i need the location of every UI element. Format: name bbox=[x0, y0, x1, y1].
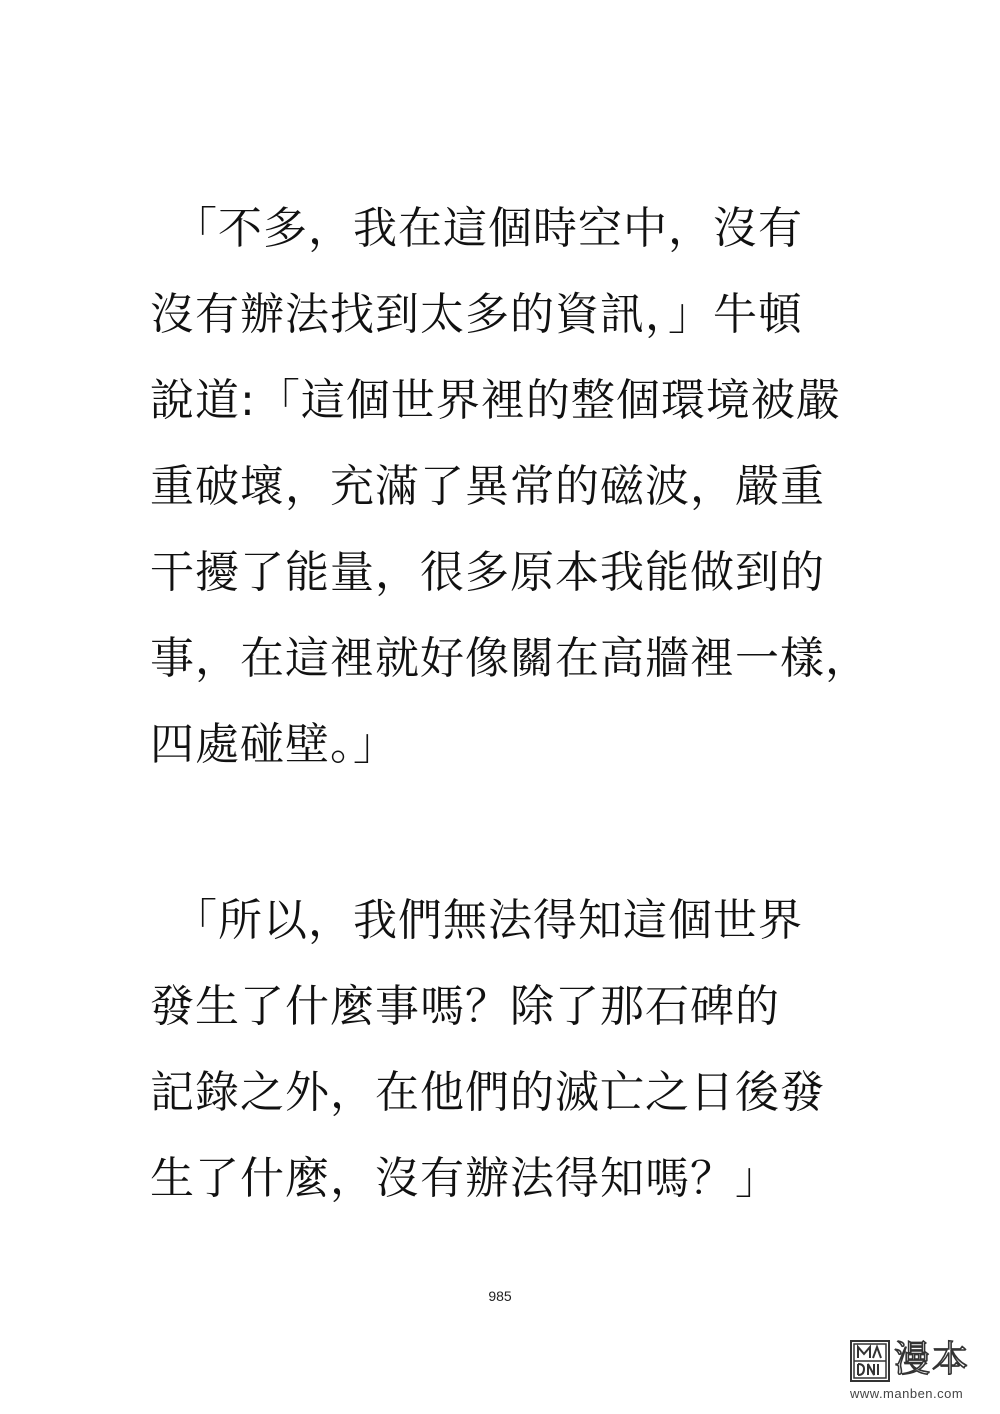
text-line: 沒有辦法找到太多的資訊，」牛頓 bbox=[150, 289, 803, 340]
text-line: 事，在這裡就好像關在高牆裡一樣， bbox=[150, 633, 870, 684]
text-line: 「所以，我們無法得知這個世界 bbox=[150, 895, 803, 946]
logo-glyphs: 漫本 bbox=[894, 1339, 971, 1380]
logo-icon bbox=[850, 1340, 890, 1382]
text-line: 生了什麼，沒有辦法得知嗎？」 bbox=[150, 1153, 780, 1204]
text-line: 四處碰壁。」 bbox=[150, 719, 398, 770]
text-line: 「不多，我在這個時空中，沒有 bbox=[150, 203, 803, 254]
logo-url: www.manben.com bbox=[850, 1386, 964, 1401]
text-line: 說道:「這個世界裡的整個環境被嚴 bbox=[150, 375, 841, 426]
page-number: 985 bbox=[488, 1288, 512, 1304]
paragraph bbox=[150, 198, 870, 800]
logo-mark-icon bbox=[852, 1342, 888, 1380]
text-line: 發生了什麼事嗎？除了那石碑的 bbox=[150, 981, 780, 1032]
text-line: 記錄之外，在他們的滅亡之日後發 bbox=[150, 1067, 825, 1118]
text-line: 干擾了能量，很多原本我能做到的 bbox=[150, 547, 825, 598]
watermark-logo bbox=[850, 1338, 990, 1408]
paragraph bbox=[150, 890, 870, 1234]
text-line: 重破壞，充滿了異常的磁波，嚴重 bbox=[150, 461, 825, 512]
